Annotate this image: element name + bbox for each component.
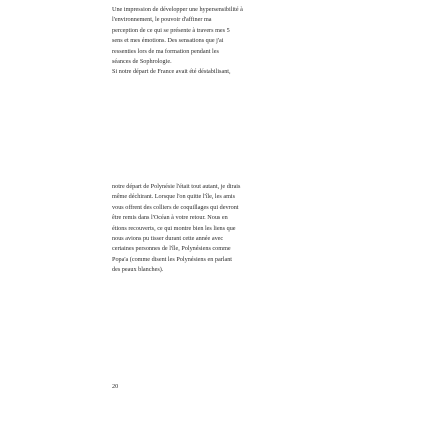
text-line: même déchirant. Lorsque l'on quitte l'île, les amis [112, 193, 236, 201]
text-line: Popa'a (comme disent les Polynésiens en parlant [112, 255, 233, 263]
text-line: ressenties lors de ma formation pendant les [112, 47, 219, 55]
text-line: des peaux blanches). [112, 266, 164, 274]
text-line: séances de Sophrologie. [112, 58, 172, 66]
page-number: 20 [112, 383, 119, 390]
text-line: notre départ de Polynésie l'était tout autant, je dirais [112, 183, 241, 190]
paragraph-2 [112, 182, 322, 276]
text-line: l'environnement, le pouvoir d'affiner ma [112, 16, 212, 24]
text-line: sens et mes émotions. Des sensations que j'ai [112, 37, 224, 45]
paragraph-1 [112, 5, 322, 78]
text-line: certaines personnes de l'île, Polynésiens comme [112, 245, 231, 253]
text-line: Une impression de développer une hypersensibilité à [112, 6, 243, 13]
text-line: Si notre départ de France avait été déstabilisant, [112, 68, 231, 76]
text-line: vous offrent des colliers de coquillages qui devront [112, 203, 239, 211]
text-line: être remis dans l'Océan à votre retour. Nous en [112, 214, 228, 222]
text-line: nous avions pu tisser durant cette année avec [112, 235, 224, 243]
text-line: perception de ce qui se présente à travers mes 5 [112, 26, 230, 34]
text-line: étions recouverts, ce qui montre bien les liens que [112, 224, 236, 232]
